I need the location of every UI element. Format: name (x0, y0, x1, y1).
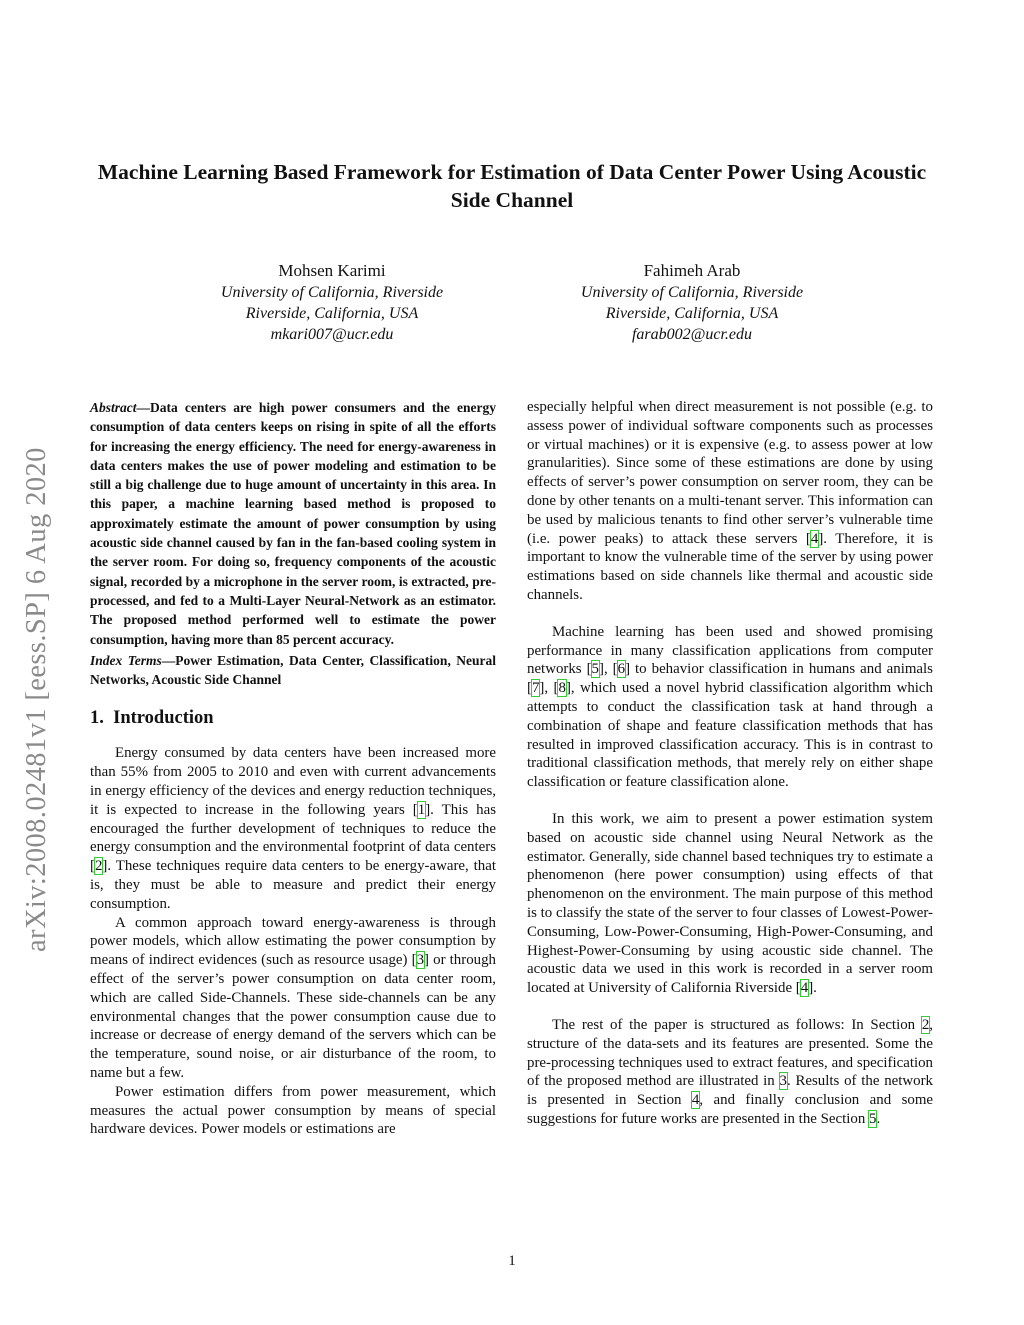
intro-paragraph-2: A common approach toward energy-awareness is through power models, which allow estimating the power consumption by means of indirect evidences (such as resource usage) [3] or through effect of the server’s power consumption on data center room, which are called Side-Channels. These side-channels can be any environmental changes that the power consumption cause due to increase or decrease of energy demand of the servers which can be the temperature, sound noise, or air disturbance of the room, to name but a few. (90, 914, 496, 1081)
intro-paragraph-1: Energy consumed by data centers have been increased more than 55% from 2005 to 2010 and even with current advancements in energy efficiency of the devices and energy reduction techniques, it is expected to increase in the following years [1]. This has encouraged the further development of techniques to reduce the energy consumption and the environmental footprint of data centers [2]. These techniques require data centers to be energy-aware, that is, they must be able to measure and predict their energy consumption. (90, 745, 497, 912)
paper-title: Machine Learning Based Framework for Estimation of Data Center Power Using Acoustic Side Channel (97, 160, 927, 212)
author-location: Riverside, California, USA (605, 305, 779, 322)
section-number: 1. (90, 708, 104, 729)
intro-paragraph-3: Power estimation differs from power measurement, which measures the actual power consumption by means of special hardware devices. Power models or estimations are (90, 1083, 496, 1138)
citation-link[interactable]: 4 (810, 530, 819, 547)
section-link[interactable]: 2 (921, 1016, 930, 1033)
arxiv-identifier (10, 352, 64, 952)
author-affiliation: University of California, Riverside (220, 284, 444, 301)
author-email: mkari007@ucr.edu (270, 326, 394, 343)
abstract-text: Data centers are high power consumers and the energy consumption of data centers keeps on rising in spite of all the efforts for increasing the energy efficiency. The need for energy-awareness in data centers makes the use of power modeling and estimation to be still a big challenge due to huge amount of uncertainty in this area. In this paper, a machine learning based method is proposed to approximately estimate the amount of power consumption by using acoustic side channel caused by fan in the fan-based cooling system in the server room. For doing so, frequency components of the acoustic signal, recorded by a microphone in the server room, is extracted, pre-processed, and fed to a Multi-Layer Neural-Network as an estimator. The proposed method performed well to estimate the power consumption, having more than 85 percent accuracy. (90, 400, 496, 647)
section-link[interactable]: 5 (868, 1110, 877, 1127)
author-affiliation: University of California, Riverside (580, 284, 804, 301)
abstract: Abstract—Data centers are high power consumers and the energy consumption of data centers keeps on rising in spite of all the efforts for increasing the energy efficiency. The need for energy-awareness in data centers makes the use of power modeling and estimation to be still a big challenge due to huge amount of uncertainty in this area. In this paper, a machine learning based method is proposed to approximately estimate the amount of power consumption by using acoustic side channel caused by fan in the fan-based cooling system in the server room. For doing so, frequency components of the acoustic signal, recorded by a microphone in the server room, is extracted, pre-processed, and fed to a Multi-Layer Neural-Network as an estimator. The proposed method performed well to estimate the power consumption, having more than 85 percent accuracy. (90, 400, 496, 647)
citation-link[interactable]: 8 (558, 680, 566, 697)
right-paragraph-3: In this work, we aim to present a power estimation system based on acoustic side channel using Neural Network as the estimator. Generally, side channel based techniques try to estimate a phenomenon (here power consumption) using effects of that phenomenon on the environment. The main purpose of this method is to classify the state of the server to four classes of Lowest-Power-Consuming, Low-Power-Consuming, High-Power-Consuming, and Highest-Power-Consuming by using acoustic side channel. The acoustic data we used in this work is recorded in a server room located at University of California Riverside [4]. (527, 810, 933, 997)
right-paragraph-4: The rest of the paper is structured as follows: In Section 2, structure of the data-sets and its features are presented. Some the pre-processing techniques used to extract features, and specification of the proposed method are illustrated in 3. Results of the network is presented in Section 4, and finally conclusion and some suggestions for future works are presented in the Section 5. (527, 1016, 934, 1127)
author-email: farab002@ucr.edu (631, 326, 753, 343)
citation-link[interactable]: 2 (94, 858, 103, 875)
section-title: Introduction (113, 708, 214, 729)
author-location: Riverside, California, USA (245, 305, 419, 322)
left-column (90, 398, 496, 1139)
abstract-label: Abstract (90, 400, 137, 415)
author-block (532, 259, 852, 345)
arxiv-identifier-text: arXiv:2008.02481v1 [eess.SP] 6 Aug 2020 (21, 447, 52, 952)
citation-link[interactable]: 4 (800, 980, 809, 997)
citation-link[interactable]: 3 (416, 952, 425, 969)
index-terms-label: Index Terms (90, 652, 162, 668)
right-column (527, 398, 933, 1129)
author-name: Mohsen Karimi (278, 261, 386, 280)
author-name: Fahimeh Arab (643, 261, 741, 280)
citation-link[interactable]: 1 (417, 801, 426, 818)
index-terms: Index Terms—Power Estimation, Data Center, Classification, Neural Networks, Acoustic Side Channel (90, 652, 496, 688)
citation-link[interactable]: 5 (591, 661, 599, 678)
right-paragraph-2: Machine learning has been used and showed promising performance in many classification applications from computer networks [5], [6] to behavior classification in humans and animals [7], [8], which used a novel hybrid classification algorithm which attempts to conduct the classification task at hand through a combination of shape and feature classification methods that has resulted in improved classification accuracy. This is in contrast to traditional classification methods, that merely rely on either shape classification or feature classification alone. (527, 623, 933, 791)
citation-link[interactable]: 6 (617, 661, 626, 678)
page-number: 1 (508, 1253, 516, 1269)
index-terms-text: Power Estimation, Data Center, Classification, Neural Networks, Acoustic Side Channel (90, 652, 496, 688)
citation-link[interactable]: 7 (531, 680, 540, 697)
author-block (172, 259, 492, 345)
section-link[interactable]: 3 (779, 1073, 787, 1090)
section-heading-introduction (90, 706, 496, 730)
section-link[interactable]: 4 (691, 1092, 700, 1109)
right-paragraph-1: especially helpful when direct measurement is not possible (e.g. to assess power of individual software components such as processes or virtual machines) or it is expensive (e.g. to assess power at low granularities). Since some of these estimations are done by using effects of server’s power consumption on server room, they can be done by other tenants on a multi-tenant server. This information can be used by malicious tenants to find other server’s vulnerable time (i.e. power peaks) to attack these servers [4]. Therefore, it is important to know the vulnerable time of the server by using power estimations based on side channels like thermal and acoustic side channels. (527, 399, 934, 603)
